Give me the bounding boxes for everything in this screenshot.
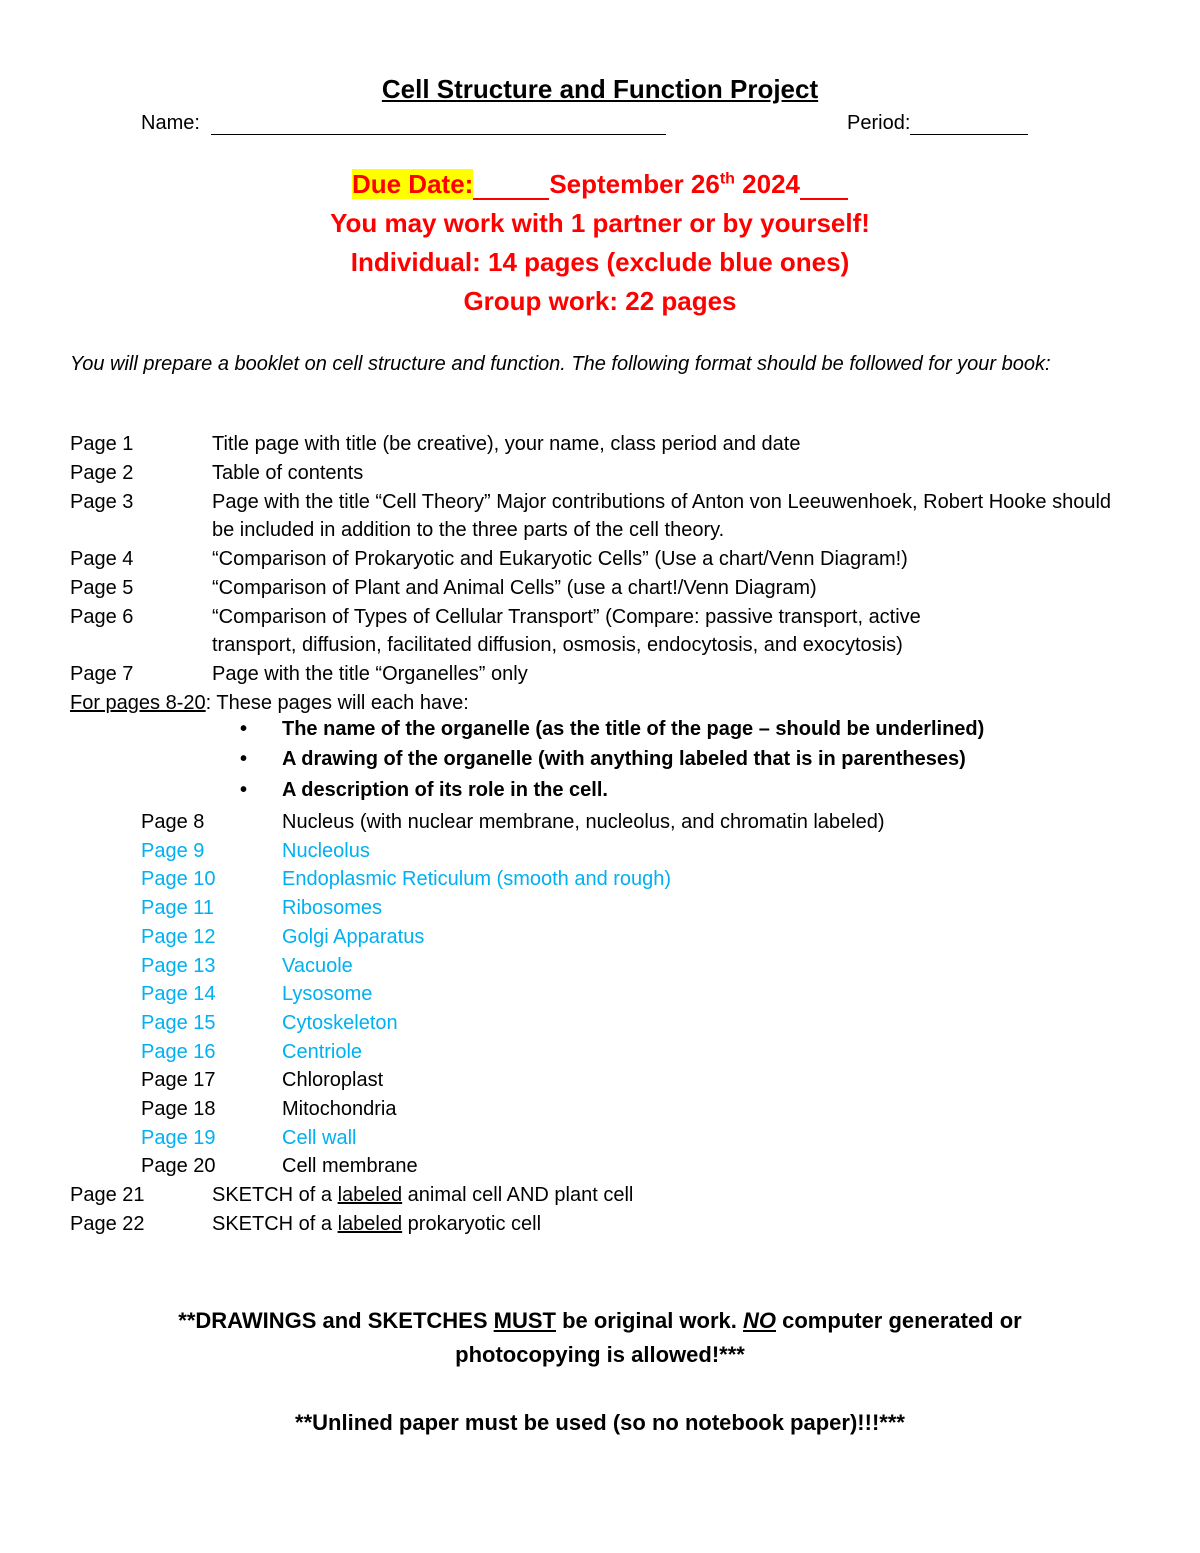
bullet-icon: • [240,718,248,740]
organelle-name: Nucleus (with nuclear membrane, nucleolus, and chromatin labeled) [282,811,885,833]
period-label: Period: [847,112,911,134]
organelle-name: Chloroplast [282,1069,384,1092]
page-label: Page 9 [141,839,205,862]
name-field [141,112,666,135]
page-label: Page 10 [141,868,216,891]
page-description: Title page with title (be creative), your name, class period and date [212,433,801,455]
organelle-list-item [141,808,1041,836]
due-date-label: Due Date: [351,169,474,199]
page-label: Page 16 [141,1040,216,1063]
group-line: Group work: 22 pages [463,286,737,316]
page-label: Page 8 [141,811,205,833]
organelle-list-item [141,952,1041,980]
organelle-name: Golgi Apparatus [282,925,425,948]
organelle-name: Ribosomes [282,897,383,920]
due-date-suffix: th [719,170,735,188]
bullet-icon: • [240,748,248,770]
page-label: Page 5 [70,577,134,599]
page-description: Page with the title “Cell Theory” Major contributions of Anton von Leeuwenhoek, Robert Hooke should be included in addition to the three parts of the cell theory. [212,491,1112,541]
organelle-name: Nucleolus [282,839,370,862]
page-label: Page 12 [141,925,216,948]
intro-paragraph: You will prepare a booklet on cell structure and function. The following format should be followed for your book: [70,353,1051,375]
page-description: Page with the title “Organelles” only [212,663,528,685]
name-blank [211,114,666,135]
pages-8-20-heading [70,689,469,717]
page-description: “Comparison of Prokaryotic and Eukaryotic Cells” (Use a chart/Venn Diagram!) [212,548,908,570]
page-label: Page 2 [70,462,134,484]
page-title: Cell Structure and Function Project [381,74,819,104]
due-blank-right [800,174,848,200]
paper-note: **Unlined paper must be used (so no notebook paper)!!!*** [295,1410,905,1435]
organelle-name: Lysosome [282,983,373,1006]
due-date-value: September 26 [549,169,720,199]
organelle-list-item [141,1066,1041,1094]
page-label: Page 14 [141,983,216,1006]
list-item [70,545,1140,573]
page-label: Page 22 [70,1213,145,1235]
page-description: Table of contents [212,462,364,484]
organelle-name: Cell wall [282,1126,357,1149]
list-item [70,1210,1140,1238]
organelle-name: Centriole [282,1040,363,1063]
due-date-line [0,169,1200,200]
organelle-list-item [141,1038,1041,1066]
organelle-name: Cytoskeleton [282,1011,398,1034]
organelle-list-item [141,894,1041,922]
list-item [70,603,1140,659]
list-item [70,1181,1140,1209]
pages-8-20-label: For pages 8-20 [70,692,206,714]
organelle-name: Vacuole [282,954,353,977]
individual-line: Individual: 14 pages (exclude blue ones) [350,247,850,277]
page-label: Page 7 [70,663,134,685]
page-label: Page 21 [70,1184,145,1206]
period-field [847,112,1028,135]
page-label: Page 17 [141,1069,216,1092]
organelle-list-item [141,1124,1041,1152]
page-label: Page 11 [141,897,215,920]
page-label: Page 6 [70,606,134,628]
organelle-list-item [141,865,1041,893]
page-label: Page 15 [141,1011,216,1034]
originality-note: **DRAWINGS and SKETCHES MUST be original work. NO computer generated or photocopying is allowed!*** [178,1308,1022,1367]
page-label: Page 19 [141,1126,216,1149]
organelle-list-item [141,1095,1041,1123]
organelle-name: Mitochondria [282,1098,397,1120]
page-label: Page 20 [141,1155,216,1178]
organelle-list-item [141,1009,1041,1037]
list-item [70,488,1140,544]
bullet-text: A drawing of the organelle (with anything labeled that is in parentheses) [282,748,966,770]
list-item [70,660,1140,688]
period-blank [910,114,1028,135]
page-label: Page 18 [141,1098,216,1120]
partner-line: You may work with 1 partner or by yourself! [330,208,870,238]
organelle-name: Cell membrane [282,1155,418,1178]
due-blank-left [473,174,549,200]
organelle-list-item [141,1152,1041,1180]
list-item [70,430,1140,458]
page-description: SKETCH of a labeled prokaryotic cell [212,1213,542,1235]
due-date-year: 2024 [734,169,801,199]
name-label: Name: [141,112,200,134]
page-label: Page 1 [70,433,134,455]
bullet-text: A description of its role in the cell. [282,779,608,801]
bullet-icon: • [240,779,248,801]
page-description: SKETCH of a labeled animal cell AND plant cell [212,1184,634,1206]
page-label: Page 4 [70,548,134,570]
page-label: Page 3 [70,491,134,513]
list-item [70,574,1140,602]
bullet-text: The name of the organelle (as the title of the page – should be underlined) [282,718,985,740]
organelle-list-item [141,923,1041,951]
organelle-list-item [141,837,1041,865]
pages-8-20-text: : These pages will each have: [205,692,469,714]
organelle-name: Endoplasmic Reticulum (smooth and rough) [282,868,672,891]
organelle-list-item [141,980,1041,1008]
page-description: “Comparison of Types of Cellular Transport” (Compare: passive transport, active transport, diffusion, facilitated diffusion, osmosis, endocytosis, and exocytosis) [212,606,921,656]
page-label: Page 13 [141,954,216,977]
list-item [70,459,1140,487]
page-description: “Comparison of Plant and Animal Cells” (use a chart!/Venn Diagram) [212,577,817,599]
